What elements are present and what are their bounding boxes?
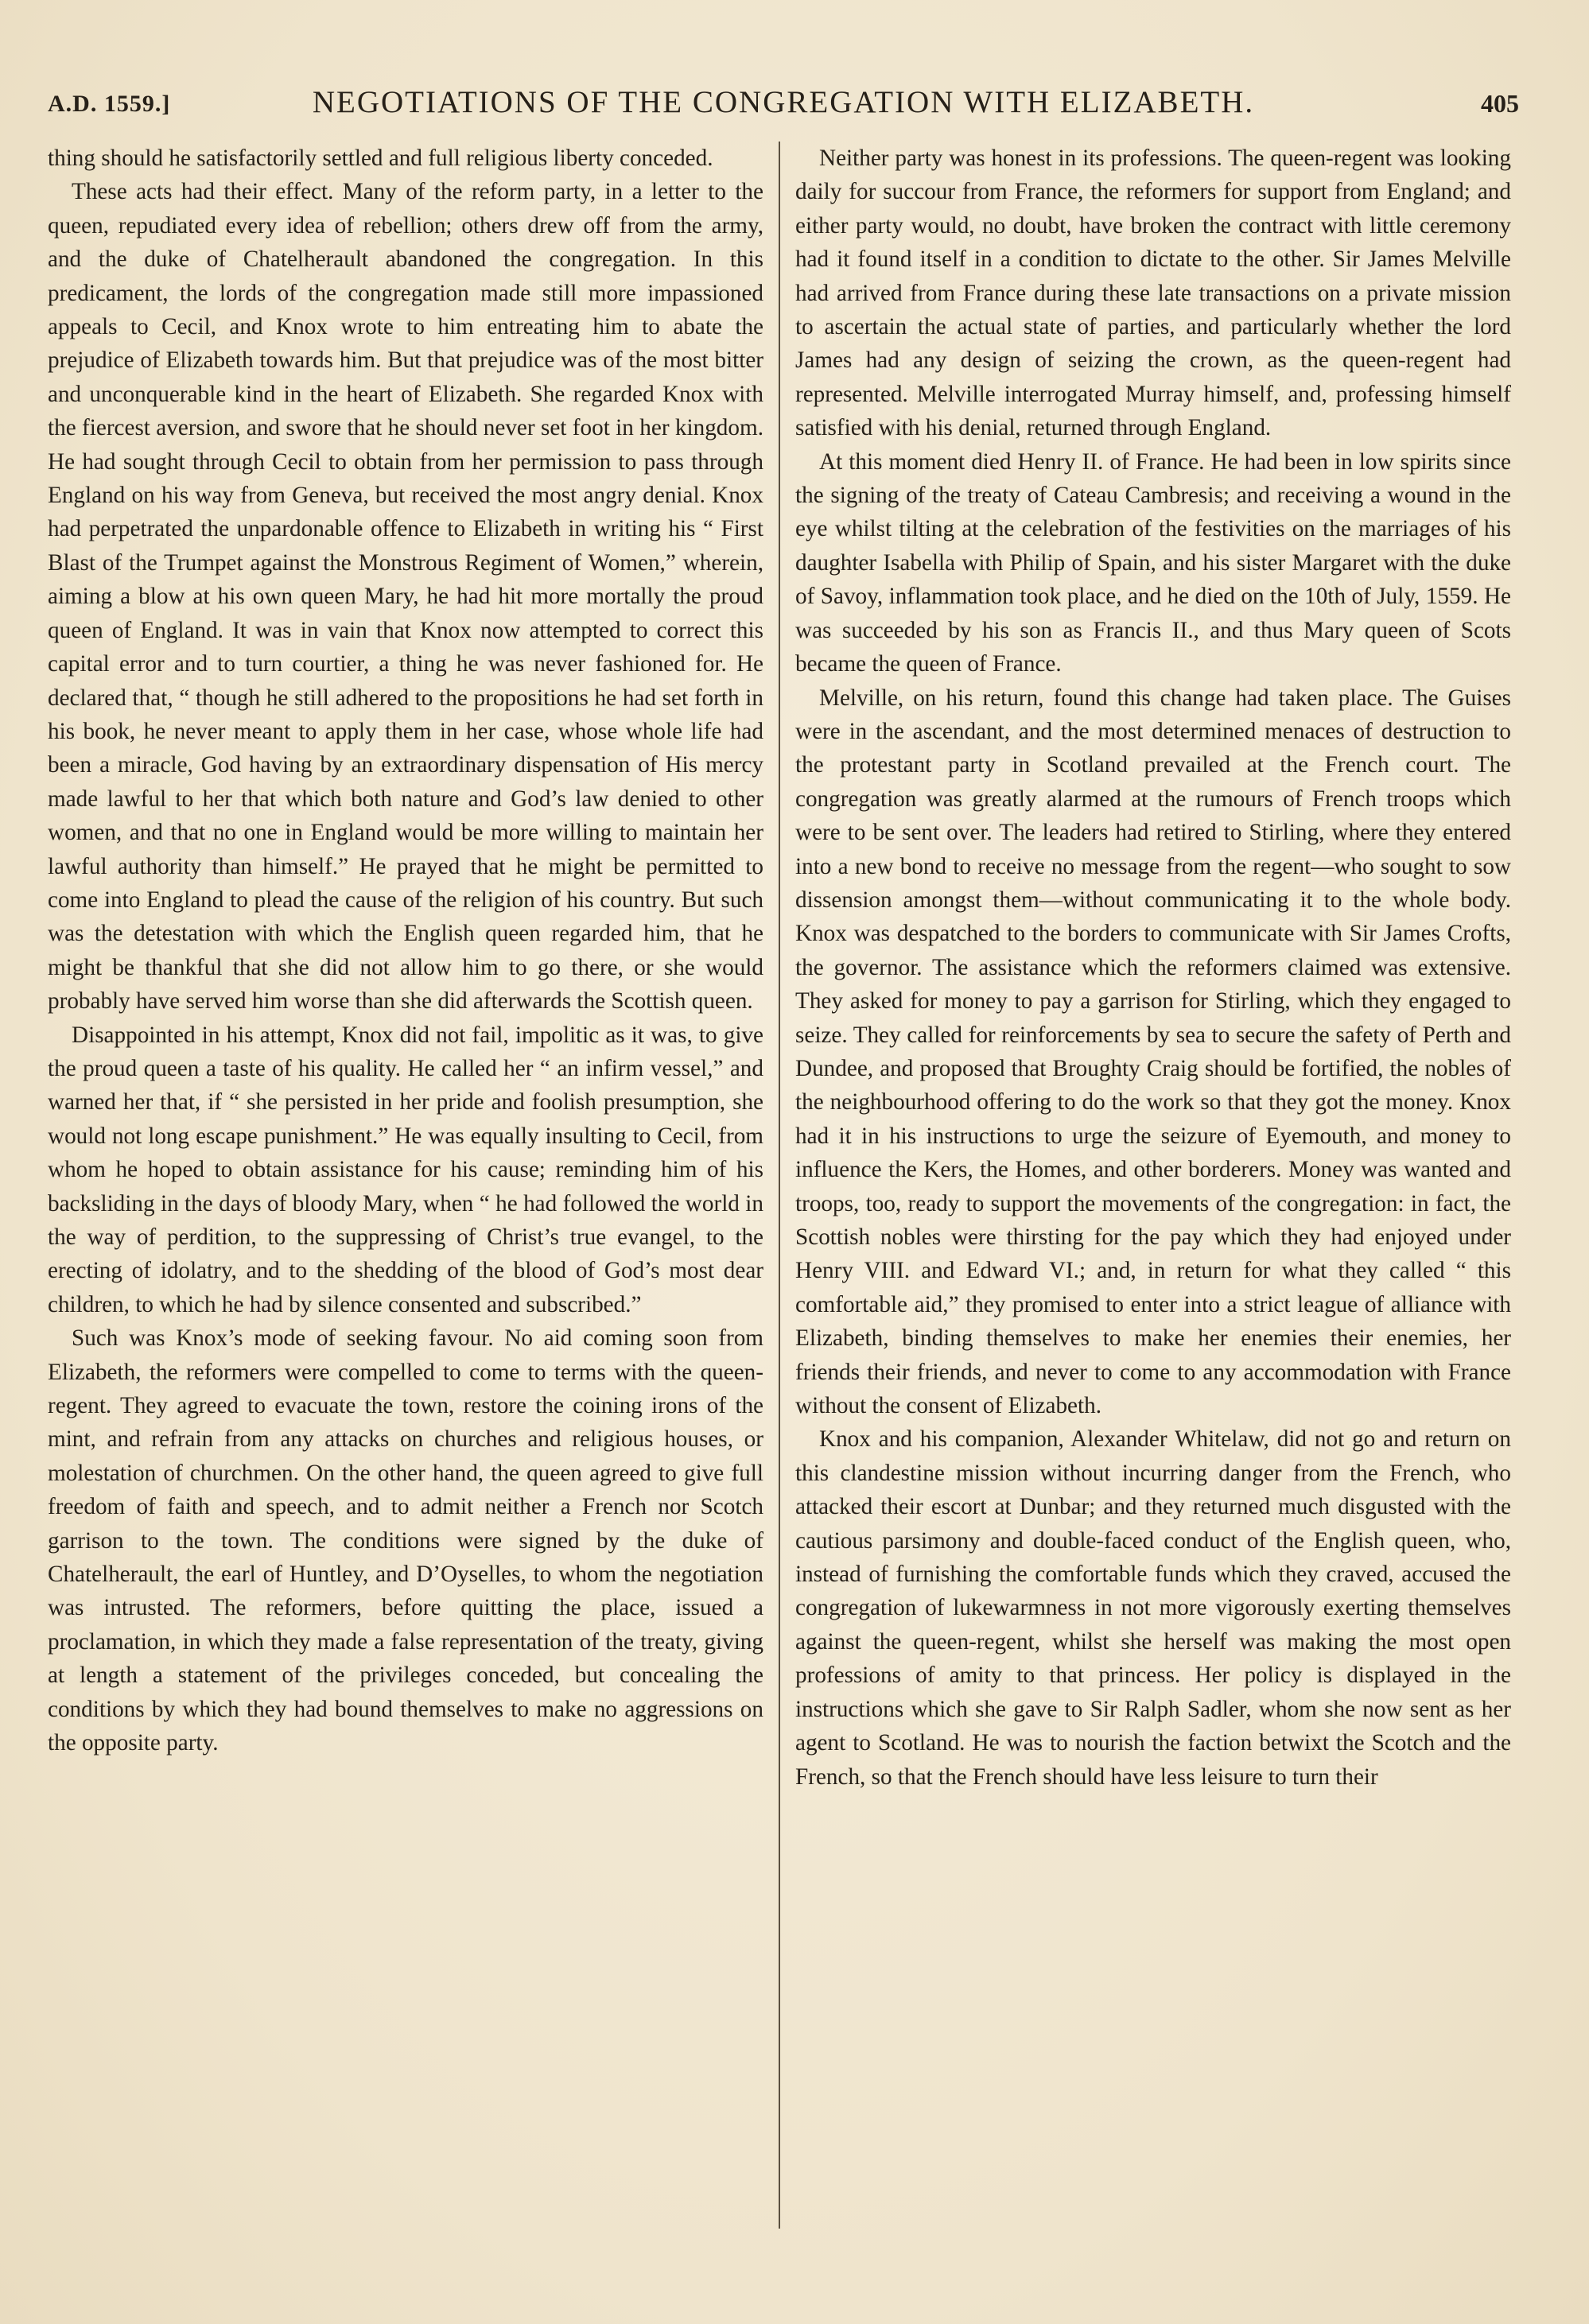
paragraph: Neither party was honest in its professions. The queen-regent was looking daily for succour from France, the reformers for support from England; and either party would, no doubt, have broken the contract with little ceremony had it found itself in a condition to dictate to the other. Sir James Melville had arrived from France during these late transactions on a private mission to ascertain the actual state of parties, and particularly whether the lord James had any design of seizing the crown, as the queen-regent had represented. Melville interrogated Murray himself, and, professing himself satisfied with his denial, returned through England. xyxy=(795,145,1511,441)
paragraph: Disappointed in his attempt, Knox did not fail, impolitic as it was, to give the proud queen a taste of his quality. He called her “ an infirm vessel,” and warned her that, if “ she persisted in her pride and foolish presumption, she would not long escape punishment.” He was equally insulting to Cecil, from whom he hoped to obtain assistance for his cause; reminding him of his backsliding in the days of bloody Mary, when “ he had followed the world in the way of perdition, to the suppressing of Christ’s true evangel, to the erecting of idolatry, and to the shedding of the blood of God’s most dear children, to which he had by silence consented and subscribed.” xyxy=(48,1022,763,1317)
paragraph: Knox and his companion, Alexander Whitelaw, did not go and return on this clandestine mission without incurring danger from the French, who attacked their escort at Dunbar; and they returned much disgusted with the cautious parsimony and double-faced conduct of the English queen, who, instead of furnishing the comfortable funds which they craved, accused the congregation of lukewarmness in not more vigorously exerting themselves against the queen-regent, whilst she herself was making the most open professions of amity to that princess. Her policy is displayed in the instructions which she gave to Sir Ralph Sadler, whom she now sent as her agent to Scotland. He was to nourish the faction betwixt the Scotch and the French, so that the French should have less leisure to turn their xyxy=(795,1426,1511,1790)
paragraph: Melville, on his return, found this change had taken place. The Guises were in the ascendant, and the most determined menaces of destruction to the protestant party in Scotland prevailed at the French court. The congregation was greatly alarmed at the rumours of French troops which were to be sent over. The leaders had retired to Stirling, where they entered into a new bond to receive no message from the regent—who sought to sow dissension amongst them—without communicating it to the whole body. Knox was despatched to the borders to communicate with Sir James Crofts, the governor. The assistance which the reformers claimed was extensive. They asked for money to pay a garrison for Stirling, which they engaged to seize. They called for reinforcements by sea to secure the safety of Perth and Dundee, and proposed that Broughty Craig should be fortified, the nobles of the neighbourhood offering to do the work so that they got the money. Knox had it in his instructions to urge the seizure of Eyemouth, and money to influence the Kers, the Homes, and other borderers. Money was wanted and troops, too, ready to support the movements of the congregation: in fact, the Scottish nobles were thirsting for the pay which they had enjoyed under Henry VIII. and Edward VI.; and, in return for what they called “ this comfortable aid,” they promised to enter into a strict league of alliance with Elizabeth, binding themselves to make her enemies their enemies, her friends their friends, and never to come to any accommodation with France without the consent of Elizabeth. xyxy=(795,685,1511,1419)
paragraph: thing should he satisfactorily settled and full religious liberty conceded. xyxy=(48,145,713,171)
header-date: A.D. 1559.] xyxy=(48,91,171,117)
running-header xyxy=(48,84,1519,124)
left-column xyxy=(48,142,763,1760)
paragraph: Such was Knox’s mode of seeking favour. No aid coming soon from Elizabeth, the reformers were compelled to come to terms with the queen-regent. They agreed to evacuate the town, restore the coining irons of the mint, and refrain from any attacks on churches and religious houses, or molestation of churchmen. On the other hand, the queen agreed to give full freedom of faith and speech, and to admit neither a French nor Scotch garrison to the town. The conditions were signed by the duke of Chatelherault, the earl of Huntley, and D’Oyselles, to whom the negotiation was intrusted. The reformers, before quitting the place, issued a proclamation, in which they made a false representation of the treaty, giving at length a statement of the privileges conceded, but concealing the conditions by which they had bound themselves to make no aggressions on the opposite party. xyxy=(48,1325,763,1756)
paragraph: These acts had their effect. Many of the reform party, in a letter to the queen, repudiated every idea of rebellion; others drew off from the army, and the duke of Chatelherault abandoned the congregation. In this predicament, the lords of the congregation made still more impassioned appeals to Cecil, and Knox wrote to him entreating him to abate the prejudice of Elizabeth towards him. But that prejudice was of the most bitter and unconquerable kind in the heart of Elizabeth. She regarded Knox with the fiercest aversion, and swore that he should never set foot in her kingdom. He had sought through Cecil to obtain from her permission to pass through England on his way from Geneva, but received the most angry denial. Knox had perpetrated the unpardonable offence to Elizabeth in writing his “ First Blast of the Trumpet against the Monstrous Regiment of Women,” wherein, aiming a blow at his own queen Mary, he had hit more mortally the proud queen of England. It was in vain that Knox now attempted to correct this capital error and to turn courtier, a thing he was never fashioned for. He declared that, “ though he still adhered to the propositions he had set forth in his book, he never meant to apply them in her case, whose whole life had been a miracle, God having by an extraordinary dispensation of His mercy made lawful to her that which both nature and God’s law denied to other women, and that no one in England would be more willing to maintain her lawful authority than himself.” He prayed that he might be permitted to come into England to plead the cause of the religion of his country. But such was the detestation with which the English queen regarded him, that he might be thankful that she did not allow him to go there, or she would probably have served him worse than she did afterwards the Scottish queen. xyxy=(48,179,763,1015)
header-title: NEGOTIATIONS OF THE CONGREGATION WITH ELIZABETH. xyxy=(312,85,1255,119)
column-divider xyxy=(779,142,780,2229)
right-column xyxy=(795,142,1511,1794)
page-number: 405 xyxy=(1481,89,1519,118)
paragraph: At this moment died Henry II. of France. He had been in low spirits since the signing of the treaty of Cateau Cambresis; and receiving a wound in the eye whilst tilting at the celebration of the festivities on the marriages of his daughter Isabella with Philip of Spain, and his sister Margaret with the duke of Savoy, inflammation took place, and he died on the 10th of July, 1559. He was succeeded by his son as Francis II., and thus Mary queen of Scots became the queen of France. xyxy=(795,448,1511,677)
